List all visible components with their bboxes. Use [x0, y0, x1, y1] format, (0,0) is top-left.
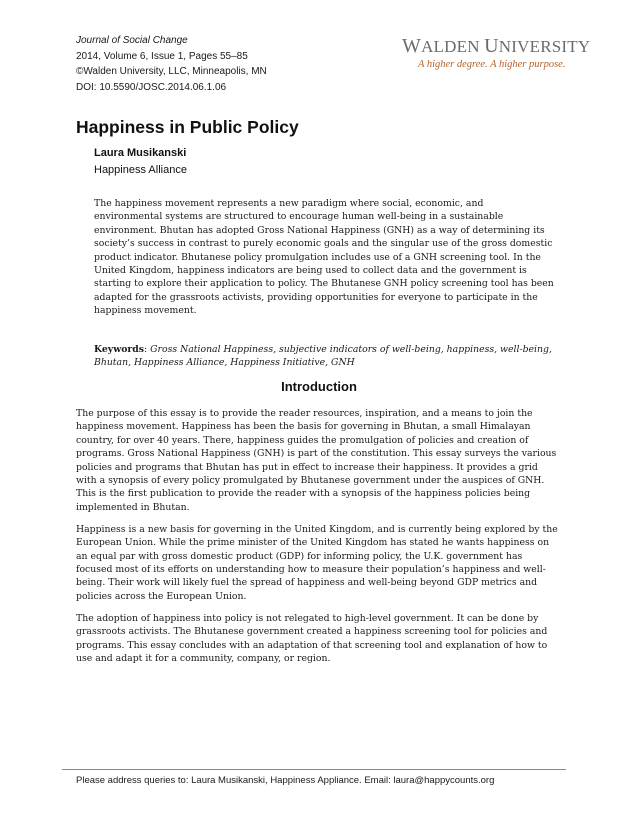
article-title: Happiness in Public Policy [76, 117, 299, 137]
author-name: Laura Musikanski [94, 147, 187, 159]
keywords: Keywords: Gross National Happiness, subjective indicators of well-being, happiness, well-being, Bhutan, Happiness Alliance, Happiness Initiative, GNH [94, 344, 552, 369]
volume-info: 2014, Volume 6, Issue 1, Pages 55–85 [76, 50, 248, 62]
logo-wordmark: WALDEN UNIVERSITY [402, 35, 591, 57]
copyright-line: ©Walden University, LLC, Minneapolis, MN [76, 66, 267, 77]
walden-university-logo [402, 35, 591, 70]
footer-divider [62, 769, 566, 770]
introduction-body [76, 407, 560, 674]
body-paragraph: Happiness is a new basis for governing in the United Kingdom, and is currently being explored by the European Union. While the prime minister of the United Kingdom has stated he wants happiness on an equal par with gross domestic product (GDP) for informing policy, the U.K. government has focused most of its efforts on understanding how to measure their population’s happiness and well-being. Their work will likely fuel the spread of happiness and well-being beyond GDP metrics and policies across the European Union. [76, 523, 558, 602]
author-affiliation: Happiness Alliance [94, 164, 187, 176]
footer-note: Please address queries to: Laura Musikanski, Happiness Appliance. Email: laura@happycounts.org [76, 775, 495, 786]
section-heading-introduction: Introduction [281, 379, 357, 394]
abstract: The happiness movement represents a new paradigm where social, economic, and environmental systems are structured to encourage human well-being in a sustainable environment. Bhutan has adopted Gross National Happiness (GNH) as a way of determining its society’s success in contrast to purely economic goals and the singular use of the gross domestic product indicator. Bhutanese policy promulgation includes use of a GNH screening tool. In the United Kingdom, happiness indicators are being used to collect data and the government is starting to explore their application to policy. The Bhutanese GNH policy screening tool has been adapted for the grassroots activists, providing opportunities for everyone to participate in the happiness movement. [94, 198, 554, 317]
body-paragraph: The purpose of this essay is to provide the reader resources, inspiration, and a means to join the happiness movement. Happiness has been the basis for governing in Bhutan, a small Himalayan country, for over 40 years. There, happiness guides the promulgation of policies and creation of programs. Gross National Happiness (GNH) is part of the constitution. This essay surveys the various policies and programs that Bhutan has put in effect to increase their happiness. It provides a grid with a synopsis of every policy promulgated by Bhutanese government under the auspices of GNH. This is the first publication to provide the reader with a synopsis of the happiness policies being implemented in Bhutan. [76, 408, 557, 513]
keywords-list: Gross National Happiness, subjective indicators of well-being, happiness, well-being, Bhutan, Happiness Alliance, Happiness Initiative, GNH [94, 344, 552, 369]
doi-line: DOI: 10.5590/JOSC.2014.06.1.06 [76, 81, 227, 93]
logo-tagline: A higher degree. A higher purpose. [418, 59, 566, 70]
body-paragraph: The adoption of happiness into policy is not relegated to high-level government. It can be done by grassroots activists. The Bhutanese government created a happiness screening tool for policies and programs. This essay concludes with an adaptation of that screening tool and explanation of how to use and adapt it for a community, company, or region. [76, 612, 548, 664]
journal-name: Journal of Social Change [76, 35, 188, 46]
journal-header [76, 33, 267, 95]
keywords-label: Keywords [94, 344, 145, 355]
